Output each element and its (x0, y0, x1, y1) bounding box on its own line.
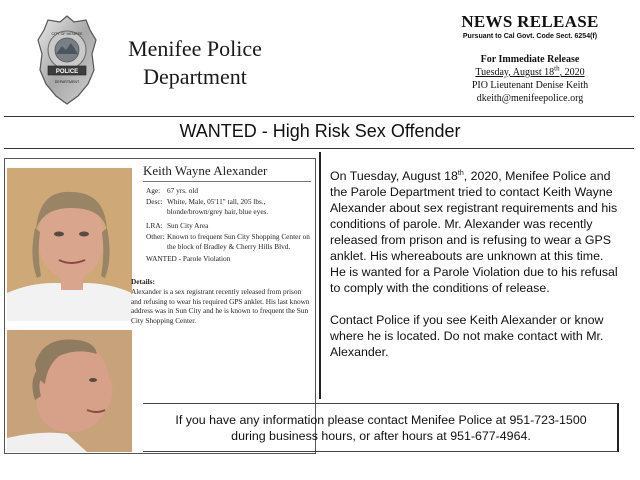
police-badge-icon (36, 14, 98, 106)
contact-info (143, 412, 619, 444)
age-label: Age: (146, 186, 161, 195)
age-value: 67 yrs. old (167, 186, 199, 195)
pursuant-code: Pursuant to Cal Govt. Code Sect. 6254(f) (462, 33, 598, 40)
details-label: Details: (131, 277, 155, 286)
body-paragraph-2: Contact Police if you see Keith Alexander or know where he is located. Do not make contact with Mr. Alexander. (330, 313, 604, 359)
header-rule (4, 116, 634, 117)
contact-line-2: during business hours, or after hours at 951-677-4964. (231, 429, 531, 443)
details-text: Alexander is a sex registrant recently released from prison and refusing to wear his required GPS anklet. His last known address was in Sun City and he is known to frequent the Sun City Shopping Center. (131, 287, 310, 325)
wanted-reason: WANTED - Parole Violation (146, 254, 231, 263)
badge-top-text: CITY OF MENIFEE (51, 32, 83, 36)
pio-email: dkeith@menifeepolice.org (476, 93, 584, 104)
name-underline (143, 181, 311, 182)
news-release-title: NEWS RELEASE (461, 12, 599, 31)
pio-name: PIO Lieutenant Denise Keith (471, 80, 589, 91)
suspect-name: Keith Wayne Alexander (143, 163, 268, 178)
column-divider (319, 152, 321, 399)
body-paragraph-1: On Tuesday, August 18th, 2020, Menifee Police and the Parole Department tried to contact Keith Wayne Alexander about sex registrant requirements and his conditions of parole. Mr. Alexander was recently released from prison and is refusing to wear a GPS anklet. His whereabouts are unknown at this time. He is wanted for a Parole Violation due to his refusal to comply with the conditions of release. (330, 169, 618, 295)
department-name-line2: Department (143, 64, 247, 89)
department-name-line1: Menifee Police (128, 36, 262, 61)
suspect-photo-profile (7, 330, 132, 452)
desc-label: Desc: (146, 197, 163, 206)
desc-value: White, Male, 05'11" tall, 205 lbs., blonde/brown/grey hair, blue eyes. (167, 197, 269, 216)
immediate-release: For Immediate Release (480, 54, 580, 65)
suspect-photo-front (7, 168, 132, 321)
headline-rule (4, 148, 634, 149)
release-date: Tuesday, August 18th, 2020 (475, 64, 585, 78)
other-label: Other: (146, 232, 165, 241)
other-value: Known to frequent Sun City Shopping Center on the block of Bradley & Cherry Hills Blvd. (167, 232, 310, 251)
contact-line-1: If you have any information please contact Menifee Police at 951-723-1500 (175, 413, 587, 427)
badge-banner-text: POLICE (55, 69, 79, 75)
headline: WANTED - High Risk Sex Offender (179, 121, 461, 141)
badge-bottom-text: DEPARTMENT (54, 80, 80, 84)
release-body (330, 168, 622, 376)
lra-value: Sun City Area (167, 221, 209, 230)
lra-label: LRA: (146, 221, 163, 230)
